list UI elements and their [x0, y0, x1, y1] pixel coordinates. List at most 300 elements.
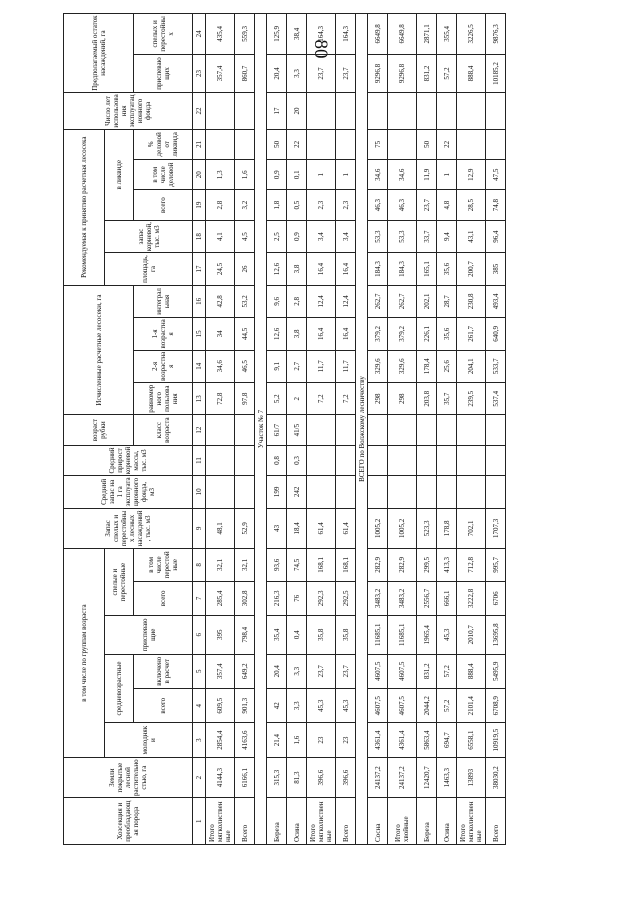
table-cell: 396,6 [336, 757, 356, 798]
table-row [388, 14, 417, 845]
table-cell: 72,8 [206, 383, 235, 415]
table-cell: 4607,5 [388, 654, 417, 688]
table-row [235, 14, 255, 845]
header-avg-stock: Средний запас на 1 га эксплуатационного фонда, м3 [64, 476, 193, 508]
table-cell: 168,1 [336, 549, 356, 581]
table-cell [235, 129, 255, 159]
table-cell: 329,6 [368, 350, 388, 382]
table-cell [486, 445, 506, 475]
header-ripening: приспевающие [105, 616, 193, 655]
table-cell: 4361,4 [368, 723, 388, 757]
table-cell: 831,2 [417, 654, 437, 688]
column-number: 13 [193, 383, 206, 415]
table-cell: 42 [267, 688, 287, 722]
row-label: Итого хвойные [388, 798, 417, 845]
table-cell: 6708,9 [486, 688, 506, 722]
table-cell: 20,4 [267, 54, 287, 93]
table-cell: 6558,1 [457, 723, 486, 757]
table-cell [457, 476, 486, 508]
table-row [368, 14, 388, 845]
table-cell: 184,3 [388, 253, 417, 285]
table-cell: 53,2 [235, 285, 255, 317]
table-cell: 61,4 [307, 508, 336, 549]
table-cell [437, 476, 457, 508]
table-cell [417, 476, 437, 508]
table-cell: 1 [336, 160, 356, 190]
table-cell: 2101,4 [457, 688, 486, 722]
row-label: Всего [336, 798, 356, 845]
table-cell: 24,5 [206, 253, 235, 285]
column-number: 21 [193, 129, 206, 159]
table-cell: 9,1 [267, 350, 287, 382]
header-age-groups: в том числе по группам возраста [64, 549, 105, 758]
table-cell: 52,9 [235, 508, 255, 549]
table-cell: 355,4 [437, 14, 457, 55]
table-cell [307, 445, 336, 475]
table-cell: 6166,1 [235, 757, 255, 798]
table-cell: 23,7 [336, 54, 356, 93]
table-cell [486, 129, 506, 159]
table-cell: 11,7 [307, 350, 336, 382]
section-title: ВСЕГО по Волжскому лесничеству [356, 14, 368, 845]
table-cell: 45,3 [437, 616, 457, 655]
table-cell [457, 93, 486, 129]
table-cell: 2,8 [206, 190, 235, 220]
table-cell: 239,5 [457, 383, 486, 415]
table-cell: 395 [206, 616, 235, 655]
table-cell: 34,6 [388, 160, 417, 190]
table-cell: 2,8 [287, 285, 307, 317]
table-row [417, 14, 437, 845]
table-cell: 396,6 [307, 757, 336, 798]
table-cell: 413,3 [437, 549, 457, 581]
table-cell: 1 [437, 160, 457, 190]
table-cell: 831,2 [417, 54, 437, 93]
section-title-row [255, 14, 267, 845]
header-mature-over: спелые и перестойные [105, 549, 134, 616]
table-cell: 11685,1 [388, 616, 417, 655]
table-cell: 35,7 [437, 383, 457, 415]
table-cell: 2010,7 [457, 616, 486, 655]
table-cell: 164,3 [336, 14, 356, 55]
table-cell: 4,5 [235, 220, 255, 252]
column-number: 15 [193, 318, 206, 350]
table-cell: 282,9 [368, 549, 388, 581]
table-cell: 199 [267, 476, 287, 508]
table-cell: 57,2 [437, 654, 457, 688]
table-cell: 2044,2 [417, 688, 437, 722]
table-cell: 7,2 [336, 383, 356, 415]
table-row [457, 14, 486, 845]
column-number: 22 [193, 93, 206, 129]
table-cell: 47,5 [486, 160, 506, 190]
table-cell: 299,5 [417, 549, 437, 581]
table-cell: 4163,6 [235, 723, 255, 757]
column-number: 4 [193, 688, 206, 722]
row-label: Осина [437, 798, 457, 845]
column-number: 19 [193, 190, 206, 220]
table-cell: 1005,2 [388, 508, 417, 549]
table-cell: 23 [307, 723, 336, 757]
table-cell [457, 415, 486, 445]
table-cell: 74,5 [287, 549, 307, 581]
table-body [206, 14, 506, 845]
table-cell: 25,6 [437, 350, 457, 382]
table-cell: 81,3 [287, 757, 307, 798]
table-cell: 50 [417, 129, 437, 159]
table-cell: 901,3 [235, 688, 255, 722]
table-cell [437, 93, 457, 129]
table-cell: 24137,2 [388, 757, 417, 798]
table-cell: 262,7 [388, 285, 417, 317]
table-cell: 184,3 [368, 253, 388, 285]
table-cell: 202,1 [417, 285, 437, 317]
table-cell: 21,4 [267, 723, 287, 757]
table-cell [206, 476, 235, 508]
column-number: 6 [193, 616, 206, 655]
table-cell [206, 415, 235, 445]
header-middle-total: всего [134, 688, 193, 722]
table-cell: 282,9 [388, 549, 417, 581]
table-cell: 57,2 [437, 54, 457, 93]
table-cell: 302,8 [235, 581, 255, 615]
table-cell: 13695,8 [486, 616, 506, 655]
header-pct-liquid: % деловой от ликвида [134, 129, 193, 159]
header-mature-total: всего [134, 581, 193, 615]
table-cell: 385 [486, 253, 506, 285]
table-cell: 702,1 [457, 508, 486, 549]
table-cell: 995,7 [486, 549, 506, 581]
table-cell [336, 93, 356, 129]
table-cell: 230,8 [457, 285, 486, 317]
header-integral: интегральная [134, 285, 193, 317]
table-cell: 125,9 [267, 14, 287, 55]
table-cell: 6649,8 [388, 14, 417, 55]
table-cell: 4,8 [437, 190, 457, 220]
table-cell: 226,1 [417, 318, 437, 350]
table-cell: 23 [336, 723, 356, 757]
header-calc-cut: Исчисленные расчетные лесосеки, га [64, 285, 134, 415]
column-number: 5 [193, 654, 206, 688]
table-cell: 4607,5 [388, 688, 417, 722]
section-title: Участок № 7 [255, 14, 267, 845]
table-cell: 3,2 [235, 190, 255, 220]
column-number: 16 [193, 285, 206, 317]
row-label: Итого мягколиственные [206, 798, 235, 845]
table-cell: 292,5 [336, 581, 356, 615]
table-cell: 0,5 [287, 190, 307, 220]
table-cell: 16,4 [307, 318, 336, 350]
table-cell: 28,7 [437, 285, 457, 317]
table-cell [336, 476, 356, 508]
table-cell [235, 93, 255, 129]
table-row [206, 14, 235, 845]
column-number: 24 [193, 14, 206, 55]
table-cell: 43 [267, 508, 287, 549]
table-cell: 34 [206, 318, 235, 350]
column-number: 11 [193, 445, 206, 475]
table-cell: 46,3 [388, 190, 417, 220]
row-label: Сосна [368, 798, 388, 845]
table-cell [307, 93, 336, 129]
table-cell: 61/7 [267, 415, 287, 445]
header-age1: 1-я возрастная [134, 318, 193, 350]
table-cell: 888,4 [457, 54, 486, 93]
table-cell: 1,6 [235, 160, 255, 190]
table-cell [417, 445, 437, 475]
table-cell [235, 445, 255, 475]
column-number: 20 [193, 160, 206, 190]
table-cell: 609,5 [206, 688, 235, 722]
table-cell: 4607,5 [368, 654, 388, 688]
table-cell [417, 415, 437, 445]
table-cell: 3483,2 [388, 581, 417, 615]
table-cell: 2871,1 [417, 14, 437, 55]
table-cell: 2 [287, 383, 307, 415]
table-cell: 1,6 [287, 723, 307, 757]
column-number: 17 [193, 253, 206, 285]
table-cell: 26 [235, 253, 255, 285]
table-cell: 694,7 [437, 723, 457, 757]
table-cell: 16,4 [336, 318, 356, 350]
table-cell: 75 [368, 129, 388, 159]
header-business: в том числе деловой [134, 160, 193, 190]
table-cell: 3,8 [287, 253, 307, 285]
header-area-ha: площадь, га [105, 253, 193, 285]
table-cell: 666,1 [437, 581, 457, 615]
table-cell: 20 [287, 93, 307, 129]
table-cell: 1707,3 [486, 508, 506, 549]
table-cell: 93,6 [267, 549, 287, 581]
table-cell: 712,8 [457, 549, 486, 581]
table-cell: 9,4 [437, 220, 457, 252]
column-number: 9 [193, 508, 206, 549]
header-forecast: Предполагаемый остаток насаждений, га [64, 14, 134, 93]
table-cell: 23,7 [307, 654, 336, 688]
table-cell [486, 93, 506, 129]
table-cell [388, 476, 417, 508]
table-cell: 3,4 [336, 220, 356, 252]
table-cell: 33,7 [417, 220, 437, 252]
table-cell: 2,5 [267, 220, 287, 252]
table-cell [457, 445, 486, 475]
table-cell: 2,3 [336, 190, 356, 220]
column-number: 12 [193, 415, 206, 445]
table-cell: 0,3 [287, 445, 307, 475]
table-cell [307, 415, 336, 445]
table-cell: 38030,2 [486, 757, 506, 798]
row-label: Итого мягколиственные [457, 798, 486, 845]
table-cell: 1,3 [206, 160, 235, 190]
table-cell: 44,5 [235, 318, 255, 350]
table-row [437, 14, 457, 845]
table-cell [368, 415, 388, 445]
table-cell: 76 [287, 581, 307, 615]
table-cell: 13893 [457, 757, 486, 798]
table-cell: 2854,4 [206, 723, 235, 757]
table-row [267, 14, 287, 845]
header-recommended: Рекомендуемая к принятию расчетная лесосека [64, 129, 105, 285]
header-felling-age: возраст рубки [64, 415, 134, 445]
table-cell: 12,4 [336, 285, 356, 317]
table-cell: 315,3 [267, 757, 287, 798]
table-cell: 23,7 [336, 654, 356, 688]
table-cell: 34,6 [368, 160, 388, 190]
table-cell [307, 129, 336, 159]
table-cell [235, 476, 255, 508]
forest-cut-table [63, 13, 506, 845]
table-cell [417, 93, 437, 129]
table-cell [388, 445, 417, 475]
table-cell: 22 [287, 129, 307, 159]
section-title-row [356, 14, 368, 845]
row-label: Береза [267, 798, 287, 845]
table-cell: 35,4 [267, 616, 287, 655]
table-cell: 35,8 [307, 616, 336, 655]
table-cell: 798,4 [235, 616, 255, 655]
header-liquid-total: всего [134, 190, 193, 220]
header-root-stock: запас корневой, тыс. м3 [105, 220, 193, 252]
table-cell: 10919,5 [486, 723, 506, 757]
table-cell: 435,4 [206, 14, 235, 55]
header-uniform: равномерного пользования [134, 383, 193, 415]
table-cell: 649,2 [235, 654, 255, 688]
table-cell: 38,4 [287, 14, 307, 55]
table-cell: 24137,2 [368, 757, 388, 798]
table-cell: 0,9 [287, 220, 307, 252]
table-cell: 3,3 [287, 654, 307, 688]
table-cell [336, 129, 356, 159]
header-age2: 2-я возрастная [134, 350, 193, 382]
table-cell [388, 415, 417, 445]
table-cell: 57,2 [437, 688, 457, 722]
row-label: Осина [287, 798, 307, 845]
table-cell: 42,8 [206, 285, 235, 317]
column-number: 3 [193, 723, 206, 757]
table-cell: 23,7 [307, 54, 336, 93]
table-row [287, 14, 307, 845]
table-cell: 17 [267, 93, 287, 129]
header-forecast-mature: спелых и перестойных [134, 14, 193, 55]
table-cell: 261,7 [457, 318, 486, 350]
table-cell: 41/5 [287, 415, 307, 445]
column-number: 23 [193, 54, 206, 93]
table-cell: 35,6 [437, 318, 457, 350]
table-cell: 35,8 [336, 616, 356, 655]
table-cell: 22 [437, 129, 457, 159]
table-cell: 204,1 [457, 350, 486, 382]
column-number: 1 [193, 798, 206, 845]
table-cell: 3222,8 [457, 581, 486, 615]
table-cell [457, 129, 486, 159]
table-cell: 178,4 [417, 350, 437, 382]
table-cell: 1,8 [267, 190, 287, 220]
table-cell: 4144,3 [206, 757, 235, 798]
table-cell: 61,4 [336, 508, 356, 549]
table-cell: 53,3 [368, 220, 388, 252]
table-cell [437, 445, 457, 475]
table-cell: 3,3 [287, 688, 307, 722]
table-cell: 168,1 [307, 549, 336, 581]
table-cell: 3,3 [287, 54, 307, 93]
table-cell [486, 415, 506, 445]
table-cell: 12,6 [267, 318, 287, 350]
table-cell: 379,2 [388, 318, 417, 350]
header-species: Хозсекция и преобладающая порода [64, 798, 193, 845]
table-cell [206, 445, 235, 475]
table-cell: 97,8 [235, 383, 255, 415]
table-cell: 5,2 [267, 383, 287, 415]
table-cell: 298 [368, 383, 388, 415]
table-cell: 28,5 [457, 190, 486, 220]
table-cell: 16,4 [307, 253, 336, 285]
table-cell: 48,1 [206, 508, 235, 549]
table-row [307, 14, 336, 845]
table-cell: 32,1 [235, 549, 255, 581]
table-cell: 164,3 [307, 14, 336, 55]
table-cell [307, 476, 336, 508]
header-avg-growth: Средний прирост корневой массы, тыс. м3 [64, 445, 193, 475]
table-cell: 4,1 [206, 220, 235, 252]
table-cell: 1463,3 [437, 757, 457, 798]
table-cell: 329,6 [388, 350, 417, 382]
table-cell: 23,7 [417, 190, 437, 220]
table-cell: 1965,4 [417, 616, 437, 655]
column-number: 14 [193, 350, 206, 382]
table-cell: 32,1 [206, 549, 235, 581]
table-cell: 53,3 [388, 220, 417, 252]
column-number: 2 [193, 757, 206, 798]
table-cell: 2,3 [307, 190, 336, 220]
table-cell: 6706 [486, 581, 506, 615]
table-cell: 1005,2 [368, 508, 388, 549]
table-cell: 9296,8 [368, 54, 388, 93]
table-cell: 9876,3 [486, 14, 506, 55]
table-cell: 357,4 [206, 654, 235, 688]
table-cell: 5495,9 [486, 654, 506, 688]
table-cell: 888,4 [457, 654, 486, 688]
table-cell: 3483,2 [368, 581, 388, 615]
table-cell: 379,2 [368, 318, 388, 350]
table-cell: 43,1 [457, 220, 486, 252]
table-cell: 12,4 [307, 285, 336, 317]
table-cell: 16,4 [336, 253, 356, 285]
header-area: Земли покрытые лесной растительностью, га [64, 757, 193, 798]
table-cell: 533,7 [486, 350, 506, 382]
table-cell [206, 129, 235, 159]
column-number: 8 [193, 549, 206, 581]
table-cell: 0,1 [287, 160, 307, 190]
table-cell: 12,6 [267, 253, 287, 285]
table-cell: 18,4 [287, 508, 307, 549]
table-cell: 10185,2 [486, 54, 506, 93]
table-cell: 203,8 [417, 383, 437, 415]
table-cell: 1 [307, 160, 336, 190]
table-cell [437, 415, 457, 445]
table-cell [235, 415, 255, 445]
header-age-class: класс возраста [134, 415, 193, 445]
table-cell: 178,8 [437, 508, 457, 549]
table-cell: 3226,5 [457, 14, 486, 55]
table-cell: 74,8 [486, 190, 506, 220]
table-cell: 20,4 [267, 654, 287, 688]
table-cell: 96,4 [486, 220, 506, 252]
table-cell: 0,4 [287, 616, 307, 655]
column-number-row [193, 14, 206, 845]
table-cell: 298 [388, 383, 417, 415]
table-cell: 4607,5 [368, 688, 388, 722]
forest-table-sheet [63, 13, 631, 845]
